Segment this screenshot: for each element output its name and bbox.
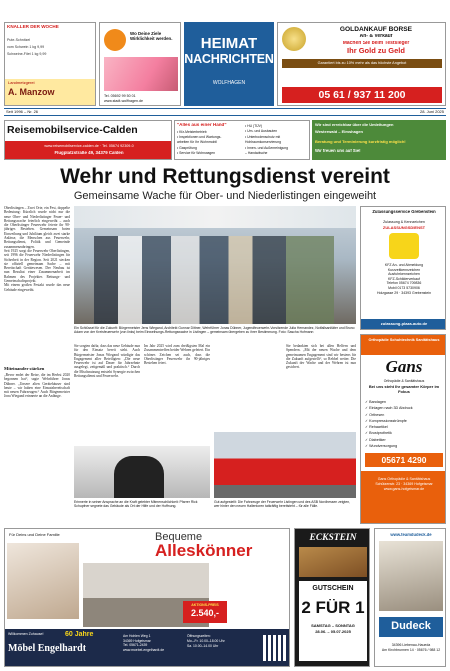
goldankauf-phone-bar [282,87,442,103]
wolfhagen-web: www.stadt-wolfhagen.de [104,99,143,103]
article-col-1: Oberlistingen – Zwei Orte, ein Fest, doppelte Bedeutung: Kürzlich wurde nicht nur die neue Ober- und Niederlistinger Feuer- und Rettungswache feierlich eingeweiht – auch die Oberlistinger Feuerwehr feierte ihr 90-jähriges Bestehen. Gemeinsam boten Einweihung und Jubiläum gleich zwei starke Anlässe, die Menschen aus Feuerwehr, Rettungsdienst, Politik und Gemeinde zusammenzubringen. Seit 1925 sorgt die Feuerwehr Oberlistingen, seit 1996 die Feuerwehr Niederlistingen für Sicherheit in der Region. Seit 2021 stecken sie offiziell gemeinsam Sache – mit Bereitschaft Gerätewesen. Der Neubau ist nun Resultat einer Zusammenarbeit im Rahmen des Projektes Rettungs- und Gemeinschaftsprojekt. Mit einem großen Festakt wurde das neue Gebäude eingeweiht. [4,206,70,292]
service-items-right: • HU (TÜV) • Um- und Ausbauten • Unterbodenschutz mit Hohlraumkonservierung • Innen- und Außenreinigung – Handwäsche [245,124,289,156]
gans-logo: Gans [385,357,423,376]
goldankauf-ad [277,22,446,106]
zula-brand: ZULASSUNGSDIENST [382,226,426,230]
article-headline: Wehr und Rettungsdienst vereint [60,166,390,188]
reisemobil-ad [4,120,172,160]
pastor-photo [74,446,210,498]
engelhardt-footer [5,629,290,667]
gans-sub: Orthopädie & Sanitätshaus [383,379,425,383]
knaller-ad [4,22,96,106]
goldankauf-promo: Garantiert bis zu 10% mehr als das höchste Angebot [282,59,442,68]
zula-emblem-icon [389,233,419,259]
knaller-store: A. Manzow [8,87,55,97]
goldankauf-logo-icon [282,27,306,51]
wolfhagen-logo-mark [104,29,126,51]
eckstein-date: SAMSTAG – SONNTAG 28.06. – 05.07.2025 [311,623,355,634]
dudeck-photo [379,541,443,611]
gans-phone-box [365,453,443,467]
article-col-3b [214,344,282,430]
article-col1-subhead: Miteinander stärken [4,366,45,371]
goldankauf-subtitle: An- & Verkauf [359,34,393,39]
zula-ad [360,206,446,330]
green-notice-ad [312,120,446,160]
eckstein-brand: ECKSTEIN [309,533,357,543]
engelhardt-anniv: 60 Jahre [65,631,94,638]
vehicles-caption: Gut aufgestellt: Die Fahrzeuge der Feuerwehr Listingen und des ASB Nordhessen zeigten, wer hinter den neuen Hallentoren tatkräftig bereitsteht – für alle Fälle. [214,500,351,508]
gans-title: Orthopädie Schuhtechnik Sanitätshaus [368,338,440,342]
issue-number: Seit 1996 – Nr. 26 [6,110,39,114]
gans-ad [360,334,446,524]
reisemobil-band [5,141,172,160]
wolfhagen-ad [99,22,181,106]
eckstein-ad [294,528,370,667]
eckstein-offer: 2 FÜR 1 [301,599,365,617]
article-col-1b: „Bevor endet der Reise, die im Herbst 2020 begonnen hat“, sagte Wehrführer Jonas Dübner. „Unsere alten Gerätehäuser sind heute – wir haben eine Einsatzbereitschaft mit neuen Fahrzeugen.“ Auch Bürgermeister Jona Wiegand erinnerte an die Anfänge. [4,373,70,399]
reisemobil-addr: Flugplatzstraße 49, 34379 Calden [54,151,124,155]
green-line2: Westerwald – Elmshagen [315,130,363,134]
goldankauf-line1: Machen Sie beim Testsieger [342,41,410,46]
dudeck-ad [374,528,446,667]
eckstein-voucher: GUTSCHEIN [312,585,354,592]
engelhardt-address: Am Hohlen Weg 1 34369 Hofgeismar Tel. 05671-2439 www.moebel-engelhardt.de [123,634,165,652]
zula-web[interactable]: zulassung-plaza-auto.de [380,322,428,326]
dudeck-brand: Dudeck [391,620,431,632]
photo-banner-decor [74,206,356,228]
engelhardt-price: 2.540,- [190,608,220,618]
zula-title: Zulassungsservice Grebenstein [372,210,436,214]
vehicles-photo [214,432,356,498]
knaller-store-label: Landmetzgerei [8,81,35,85]
service-ad [174,120,310,160]
article-col-2: Sie sorgten dafür, dass das neue Gebäude nun für den Einsatz bereit steht. Auch Bürgermeister Jonas Wiegand würdigte das Engagement aller Beteiligten: „Die neue Feuerwehr ist auf Dauer für Jahrzehnte ausgelegt, zeitgemäß und praktisch.“ Durch die Mischnutzung entsteht Synergie zwischen Rettungsdienst und Feuerwehr. [74,344,140,379]
engelhardt-hours: Öffnungszeiten: Mo.–Fr. 10.00–18.00 Uhr Sa. 10.00–14.00 Uhr [187,634,225,648]
eckstein-photo [299,547,367,577]
pastor-figure-decor [114,456,164,498]
knaller-lines: Pute-Schnitzel vom Schwein 1 kg 9,99 Schweine-Filet 1 kg 9,99 [7,38,47,56]
wolfhagen-phone: Tel. 05692 99 50 01 [104,94,136,98]
green-line3: Beratung und Terminierung kurzfristig möglich! [315,140,406,144]
photo-people-decor [94,236,334,324]
zula-web-bar [361,319,446,330]
engelhardt-brand: Alleskönner [155,541,253,560]
pastor-caption: Erinnerte in seiner Ansprache an die Kraft gelebter Mitmenschlichkeit: Pfarrer Rick Schupfner segnete das Gebäude als Ort der Hilfe und der Hoffnung. [74,500,198,508]
main-photo-caption: Ein Schlüssel für die Zukunft: Bürgermeister Jens Wiegand, Architekt Gunnar Dittner, Wehrführer Jonas Dübner, Jugendfeuerwehr-Vorsitzende Julia Hernandez, Notfallsanitäter und Bruno Adam von der Kreisfeuerwehr (von links) beim Einweihungs-Rettungswache in Listingen – gemeinsam übergeben zu ihrer Bestimmung. Foto: Sascha Hofmann [74,326,355,334]
service-items-left: • Kfz-Meisterbetrieb • Inspektionen und Wartungs- arbeiten für Ihr Wohnmobil • Gasprüfung • Service für Wohnwagen [177,130,222,155]
engelhardt-store: Möbel Engelhardt [8,643,87,654]
dudeck-address: 34396 Liebenau-Haueda Am Kirchbrunnen 14 · 05676 / 988 12 [381,643,441,652]
zula-text: KFZ An- und Abmeldung Kurzzeitkennzeichen Ausfuhrkennzeichen KFZ-Schilderverkauf Telefon 05674 709836 Mobil 0173 5730906 Holzgasse 29 · 34393 Grebenstein [376,263,432,295]
masthead-title-1: HEIMAT [200,36,258,52]
engelhardt-qr-icon[interactable] [263,635,287,661]
masthead-sub: WOLFHAGEN [212,80,246,86]
main-photo [74,206,356,324]
goldankauf-phone: 05 61 / 937 11 200 [318,89,406,101]
goldankauf-line2: Ihr Gold zu Geld [347,47,405,55]
article-col-4: Sie bedankten sich bei allen Helfern und Spendern. „Mit der neuen Wache und dem gemeinsamen Engagement sind wir bestens für die Zukunft aufgestellt“, so Rebbel weiter. Die Zukunft der Wache und der Wehren ist nun gesichert. [286,344,356,370]
wolfhagen-photo [104,57,178,91]
service-title: "Alles aus einer Hand" [177,123,227,127]
engelhardt-ad [4,528,290,667]
gans-tag: Bei uns steht Ihr gesamter Körper im Fokus [368,385,440,394]
eckstein-voucher-box [299,581,367,661]
article-subheadline: Gemeinsame Wache für Ober- und Niederlistingen eingeweiht [73,190,377,202]
masthead-title-2: NACHRICHTEN [184,52,274,66]
engelhardt-tagline: Bequeme [155,531,203,543]
dudeck-web[interactable]: www.teamdudeck.de [390,533,432,537]
masthead [184,22,274,106]
gans-phone: 05671 4290 [381,455,427,465]
wolfhagen-slogan: Wo Deine Ziele Wirklichkeit werden. [130,31,173,42]
issue-date: 28. Juni 2025 [419,110,444,114]
knaller-bottom [5,79,96,106]
green-line4: Wir freuen uns auf Sie! [315,149,361,153]
gans-address: Gans Orthopädie & Sanitätshaus Schützenstr. 23 · 34369 Hofgeismar www.gans-hofgeismar.de [375,477,433,491]
gans-header [361,335,446,355]
issue-bar [4,108,446,116]
engelhardt-badge: AKTIONS-PREIS [191,603,219,607]
article-col-3: Im Jahr 2025 wird zum dreißigsten Mal ein Zusammentreffen beider Wehren gefeiert. Ein schönes Zeichen sei auch, dass die Oberlistinger Feuerwehr ihr 90-jähriges Bestehen feiert. [144,344,210,366]
engelhardt-chair-photo [7,543,79,619]
engelhardt-price-badge [183,601,227,623]
knaller-title: KNALLER DER WOCHE [7,25,59,29]
engelhardt-slogan: Für Deins und Deine Familie [9,533,60,537]
engelhardt-welcome: Willkommen Zuhause! [8,632,44,636]
reisemobil-sub: www.reisemobilservice-calden.de · Tel. 05674 92309-0 [44,144,134,148]
zula-sub: Zulassung & Kennzeichen [383,220,425,224]
gans-address-box [361,471,446,524]
dudeck-logo-box [379,617,443,637]
gans-items: ✓ Bandagen ✓ Einlagen nach 3D Abdruck ✓ Orthesen ✓ Kompressionsstrümpfe ✓ Rehaartikel ✓ Brustprothetik ✓ Diabetiker ✓ Wundversorgung [365,400,413,449]
green-line1: Wir sind erreichbar über die Umleitungen [315,123,394,127]
goldankauf-title: GOLDANKAUF BÖRSE [339,26,413,33]
reisemobil-title: Reisemobilservice-Calden [7,124,138,136]
